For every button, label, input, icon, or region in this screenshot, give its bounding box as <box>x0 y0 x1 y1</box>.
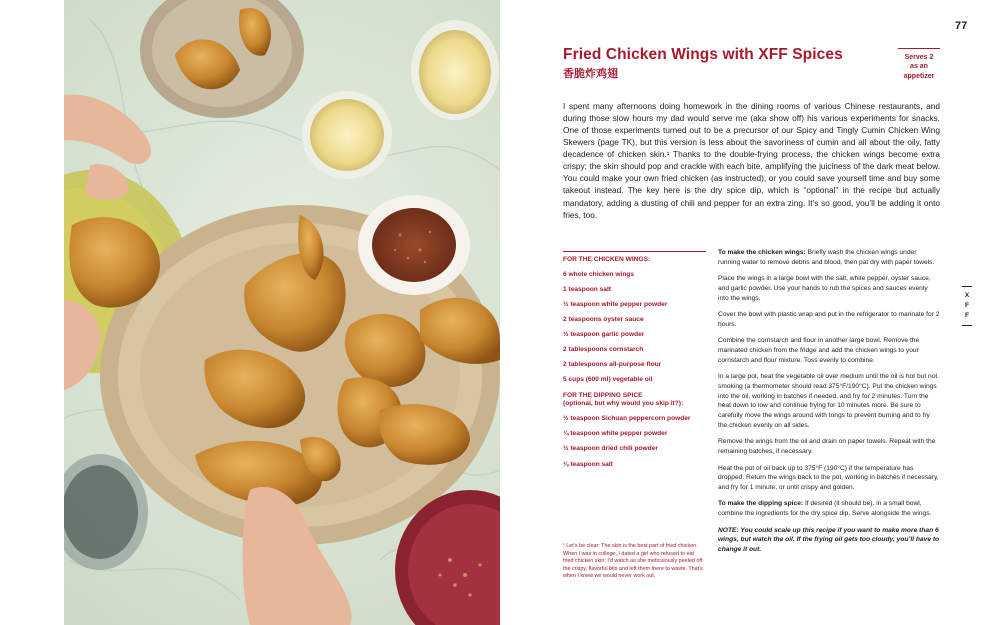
chapter-side-tab <box>962 286 972 326</box>
ingredient-item: ½ teaspoon Sichuan peppercorn powder <box>563 415 691 423</box>
spice-cup <box>358 195 470 295</box>
method-step <box>718 464 940 493</box>
ingredient-item: 2 tablespoons cornstarch <box>563 346 644 354</box>
page-margin <box>0 0 64 625</box>
ingredients-heading-wings: FOR THE CHICKEN WINGS: <box>563 256 651 263</box>
step-text: In a large pot, heat the vegetable oil over medium until the oil is hot but not smoking (a thermometer should read 375°F/190°C). Put the chicken wings into the oil, working in batches if needed, and fry for 2 minutes. Turn the heat down to low and continue frying for 10 minutes more. Be sure to carefully move the wings around with tongs to prevent burning and to fry the chicken evenly on all sides. <box>718 373 938 429</box>
side-tab-letter: F <box>965 302 969 310</box>
method-step <box>718 310 940 329</box>
ingredient-item: 5 cups (600 ml) vegetable oil <box>563 376 653 384</box>
recipe-title: Fried Chicken Wings with XFF Spices <box>563 46 843 63</box>
beer-glass-1 <box>302 91 392 179</box>
method-steps <box>718 248 940 562</box>
step-lead: To make the chicken wings: <box>718 249 806 256</box>
ingredient-item: ½ teaspoon white pepper powder <box>563 301 668 309</box>
ingredient-item: 6 whole chicken wings <box>563 270 635 278</box>
step-text: Combine the cornstarch and flour in another large bowl. Remove the marinated chicken from the fridge and add the chicken wings to your cornstarch and flour mixture. Toss evenly to combine. <box>718 337 920 364</box>
serves-label <box>898 48 940 81</box>
ingredients-heading-dip: FOR THE DIPPING SPICE <box>563 391 643 399</box>
method-step <box>718 372 940 430</box>
method-step <box>718 437 940 456</box>
footnote: ¹ Let’s be clear: The skin is the best part of fried chicken. When I was in college, I dated a girl who refused to eat fried chicken skin; I’d watch as she meticulously peeled off the crispy, flavorful bits and left them there to waste. That’s when I knew we would never work out. <box>563 543 703 580</box>
serves-line: appetizer <box>903 72 935 80</box>
step-text: If desired (it should be), in a small bowl, combine the ingredients for the dry spice dip. Serve alongside the wings. <box>718 500 932 518</box>
step-text: Briefly wash the chicken wings under running water to remove debris and blood, then pat dry with paper towels. <box>718 249 935 266</box>
serves-line: as an <box>910 63 928 71</box>
side-tab-letter: X <box>964 292 970 299</box>
page-number: 77 <box>955 20 968 32</box>
beer-glass-2 <box>411 20 499 120</box>
step-text: Cover the bowl with plastic wrap and put in the refrigerator to marinate for 2 hours. <box>718 311 940 328</box>
ingredients-subheading-dip: (optional, but why would you skip it?): <box>563 400 684 408</box>
serves-line: Serves 2 <box>904 54 934 61</box>
method-step <box>718 248 940 267</box>
ingredient-item: 2 teaspoons oyster sauce <box>563 316 644 324</box>
ingredient-item: ½ teaspoon dried chili powder <box>563 445 658 453</box>
step-text: Place the wings in a large bowl with the salt, white pepper, oyster sauce, and garlic powder. Use your hands to rub the spices and sauces evenly into the wings. <box>718 275 931 302</box>
recipe-subtitle-chinese: 香脆炸鸡翅 <box>563 68 618 80</box>
step-lead: To make the dipping spice: <box>718 500 804 508</box>
ingredient-item: ⅛ teaspoon salt <box>563 460 613 468</box>
ingredients-rule <box>563 251 706 252</box>
step-text: Remove the wings from the oil and drain on paper towels. Repeat with the remaining batches, if necessary. <box>718 438 936 455</box>
ingredient-item: ½ teaspoon garlic powder <box>563 331 645 339</box>
recipe-note: NOTE: You could scale up this recipe if you want to make more than 6 wings, but watch the oil. If the frying oil gets too cloudy, you’ll have to change it out. <box>718 526 940 554</box>
headnote: I spent many afternoons doing homework in the dining rooms of various Chinese restaurants, and during those slow hours my dad would serve me (aka show off) his various experiments for snacks. One of those experiments turned out to be a precursor of our Spicy and Tingly Cumin Chicken Wing Skewers (page TK), but this version is less about the savoriness of cumin and all about the oily, fatty decadence of chicken skin.¹ Thanks to the double-frying process, the chicken wings become extra crispy; the skin should pop and crackle with each bite, amplifying the juiciness of the dark meat below. You could make your own fried chicken (as instructed), or you could save yourself time and buy some takeout instead. The key here is the dry spice dip, which is “optional” in the recipe but actually mandatory, adding a dusting of chili and pepper for an extra zing. It’s so good, you’ll be adding it onto fries, too. <box>563 101 940 220</box>
method-step <box>718 336 940 365</box>
method-step <box>718 499 940 518</box>
ingredient-item: 1 teaspoon salt <box>563 285 612 293</box>
side-tab-letter: F <box>965 312 969 320</box>
ingredient-item: ¼ teaspoon white pepper powder <box>563 430 668 438</box>
water-glass <box>52 454 148 570</box>
ingredients-list <box>563 256 713 476</box>
step-text: Heat the pot of oil back up to 375°F (190°C) if the temperature has dropped. Return the wings back to the pot, working in batches if necessary, and fry for 1 minute, or until crispy and golden. <box>718 464 939 491</box>
ingredient-item: 2 tablespoons all-purpose flour <box>563 361 662 369</box>
method-step <box>718 274 940 303</box>
small-plate-top <box>140 0 304 118</box>
